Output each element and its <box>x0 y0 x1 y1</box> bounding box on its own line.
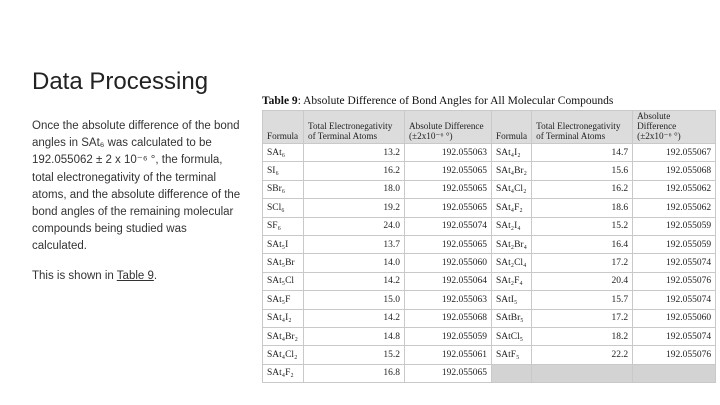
bond-angle-table <box>262 110 716 383</box>
table-caption-text: : Absolute Difference of Bond Angles for All Molecular Compounds <box>297 95 614 107</box>
formula-cell: SAtI₅ <box>492 291 532 309</box>
electronegativity-cell: 18.0 <box>304 180 405 198</box>
absolute-difference-cell: 192.055076 <box>633 272 716 290</box>
electronegativity-cell: 15.2 <box>304 346 405 364</box>
header-formula-2: Formula <box>492 111 532 144</box>
electronegativity-cell: 18.6 <box>532 199 633 217</box>
formula-cell: SAt₂I₄ <box>492 217 532 235</box>
absolute-difference-cell: 192.055062 <box>633 180 716 198</box>
electronegativity-cell: 15.2 <box>532 217 633 235</box>
slide-title: Data Processing <box>32 68 209 95</box>
electronegativity-cell: 22.2 <box>532 346 633 364</box>
absolute-difference-cell: 192.055076 <box>633 346 716 364</box>
formula-cell: SBr₆ <box>263 180 304 198</box>
body-paragraph-reference <box>32 268 244 285</box>
body-paragraph: Once the absolute difference of the bond angles in SAt₆ was calculated to be 192.055062 ± 2 x 10⁻⁶ °, the formula, total electronegativity of the terminal atoms, and the absolute difference of the bond angles of the remaining molecular compounds being studied was calculated. <box>32 120 241 253</box>
electronegativity-cell: 13.7 <box>304 235 405 253</box>
absolute-difference-cell: 192.055065 <box>405 180 492 198</box>
electronegativity-cell: 24.0 <box>304 217 405 235</box>
electronegativity-cell: 14.2 <box>304 309 405 327</box>
electronegativity-cell: 16.8 <box>304 364 405 382</box>
table-row <box>263 162 716 180</box>
absolute-difference-cell: 192.055074 <box>633 291 716 309</box>
table-row <box>263 180 716 198</box>
electronegativity-cell: 17.2 <box>532 254 633 272</box>
formula-cell: SCl₆ <box>263 199 304 217</box>
formula-cell: SAt₂F₄ <box>492 272 532 290</box>
table-9-link[interactable]: Table 9 <box>116 269 154 282</box>
electronegativity-cell <box>532 364 633 382</box>
formula-cell: SF₆ <box>263 217 304 235</box>
electronegativity-cell: 14.0 <box>304 254 405 272</box>
formula-cell: SAt₄Br₂ <box>492 162 532 180</box>
formula-cell: SAt₂Br₄ <box>492 235 532 253</box>
absolute-difference-cell: 192.055065 <box>405 162 492 180</box>
formula-cell: SAt₄Cl₂ <box>263 346 304 364</box>
table-row <box>263 364 716 382</box>
absolute-difference-cell: 192.055074 <box>633 327 716 345</box>
header-total-electronegativity: Total Electronegativity of Terminal Atoms <box>304 111 405 144</box>
absolute-difference-cell <box>633 364 716 382</box>
electronegativity-cell: 13.2 <box>304 144 405 162</box>
slide-body <box>32 118 244 297</box>
table-row <box>263 346 716 364</box>
absolute-difference-cell: 192.055063 <box>405 291 492 309</box>
formula-cell: SAtBr₅ <box>492 309 532 327</box>
electronegativity-cell: 20.4 <box>532 272 633 290</box>
electronegativity-cell: 15.0 <box>304 291 405 309</box>
formula-cell: SI₆ <box>263 162 304 180</box>
header-absolute-difference: Absolute Difference (±2x10⁻⁶ °) <box>405 111 492 144</box>
formula-cell: SAt₄I₂ <box>492 144 532 162</box>
table-row <box>263 291 716 309</box>
electronegativity-cell: 16.2 <box>532 180 633 198</box>
absolute-difference-cell: 192.055068 <box>405 309 492 327</box>
formula-cell: SAt₅Br <box>263 254 304 272</box>
formula-cell: SAtCl₅ <box>492 327 532 345</box>
table-header-row <box>263 111 716 144</box>
electronegativity-cell: 19.2 <box>304 199 405 217</box>
formula-cell: SAt₅I <box>263 235 304 253</box>
table-row <box>263 327 716 345</box>
table-row <box>263 254 716 272</box>
table-caption <box>262 95 613 107</box>
absolute-difference-cell: 192.055068 <box>633 162 716 180</box>
absolute-difference-cell: 192.055060 <box>633 309 716 327</box>
header-total-electronegativity-2: Total Electronegativity of Terminal Atoms <box>532 111 633 144</box>
formula-cell <box>492 364 532 382</box>
absolute-difference-cell: 192.055074 <box>405 217 492 235</box>
formula-cell: SAt₄I₂ <box>263 309 304 327</box>
electronegativity-cell: 14.8 <box>304 327 405 345</box>
absolute-difference-cell: 192.055063 <box>405 144 492 162</box>
reference-suffix: . <box>153 269 158 282</box>
formula-cell: SAt₆ <box>263 144 304 162</box>
formula-cell: SAt₅Cl <box>263 272 304 290</box>
electronegativity-cell: 14.2 <box>304 272 405 290</box>
absolute-difference-cell: 192.055062 <box>633 199 716 217</box>
header-absolute-difference-2: Absolute Difference (±2x10⁻⁶ °) <box>633 111 716 144</box>
absolute-difference-cell: 192.055059 <box>633 217 716 235</box>
electronegativity-cell: 17.2 <box>532 309 633 327</box>
table-row <box>263 217 716 235</box>
electronegativity-cell: 15.6 <box>532 162 633 180</box>
formula-cell: SAt₄F₂ <box>263 364 304 382</box>
absolute-difference-cell: 192.055059 <box>633 235 716 253</box>
absolute-difference-cell: 192.055065 <box>405 199 492 217</box>
absolute-difference-cell: 192.055074 <box>633 254 716 272</box>
reference-prefix: This is shown in <box>32 269 117 282</box>
table-caption-label: Table 9 <box>262 95 298 107</box>
formula-cell: SAt₄F₂ <box>492 199 532 217</box>
electronegativity-cell: 15.7 <box>532 291 633 309</box>
absolute-difference-cell: 192.055064 <box>405 272 492 290</box>
electronegativity-cell: 16.4 <box>532 235 633 253</box>
header-formula: Formula <box>263 111 304 144</box>
formula-cell: SAt₄Br₂ <box>263 327 304 345</box>
table-row <box>263 309 716 327</box>
formula-cell: SAt₅F <box>263 291 304 309</box>
absolute-difference-cell: 192.055065 <box>405 364 492 382</box>
absolute-difference-cell: 192.055061 <box>405 346 492 364</box>
absolute-difference-cell: 192.055060 <box>405 254 492 272</box>
formula-cell: SAtF₅ <box>492 346 532 364</box>
table-row <box>263 272 716 290</box>
absolute-difference-cell: 192.055059 <box>405 327 492 345</box>
electronegativity-cell: 18.2 <box>532 327 633 345</box>
table-row <box>263 235 716 253</box>
absolute-difference-cell: 192.055065 <box>405 235 492 253</box>
table-row <box>263 144 716 162</box>
electronegativity-cell: 14.7 <box>532 144 633 162</box>
table-row <box>263 199 716 217</box>
formula-cell: SAt₄Cl₂ <box>492 180 532 198</box>
absolute-difference-cell: 192.055067 <box>633 144 716 162</box>
electronegativity-cell: 16.2 <box>304 162 405 180</box>
formula-cell: SAt₂Cl₄ <box>492 254 532 272</box>
